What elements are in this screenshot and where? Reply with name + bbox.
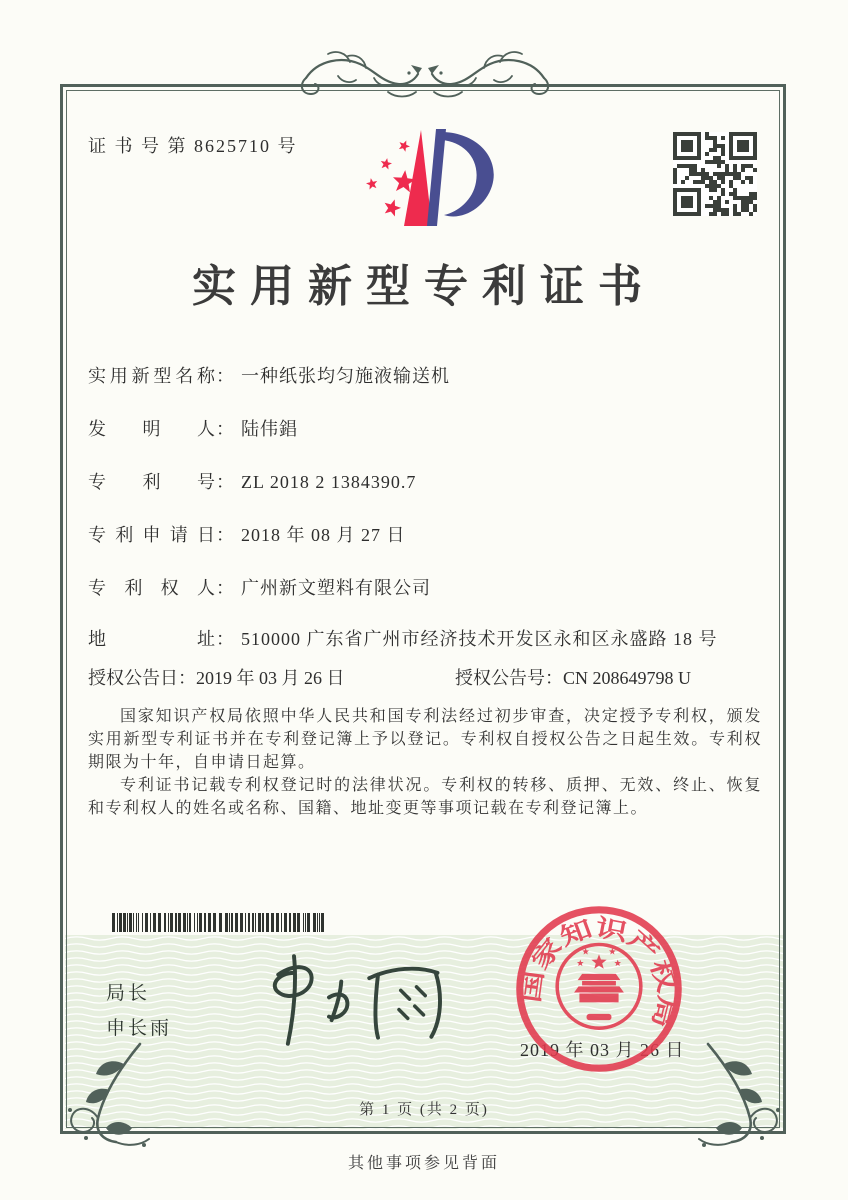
cnipa-logo-icon [352, 124, 498, 232]
field-label: 专利权人 [88, 578, 216, 598]
grant-date: 2019 年 03 月 26 日 [196, 668, 345, 688]
qr-code-icon [673, 132, 757, 216]
seal-text: 国家知识产权局 [518, 915, 680, 1023]
field-row: 地址： 510000 广东省广州市经济技术开发区永和区永盛路 18 号 [88, 625, 718, 651]
field-row: 专利号： ZL 2018 2 1384390.7 [88, 468, 416, 494]
field-row: 实用新型名称： 一种纸张均匀施液输送机 [88, 362, 450, 388]
director-name: 申长雨 [106, 1018, 173, 1039]
field-row: 专利申请日： 2018 年 08 月 27 日 [88, 521, 406, 547]
field-value: 510000 广东省广州市经济技术开发区永和区永盛路 18 号 [241, 629, 718, 649]
floral-corner-icon [52, 1042, 152, 1152]
grant-no-label: 授权公告号 [455, 668, 545, 688]
floral-corner-icon [696, 1042, 796, 1152]
field-value: 广州新文塑料有限公司 [241, 578, 431, 598]
field-value: 一种纸张均匀施液输送机 [241, 366, 450, 386]
legal-text [88, 705, 762, 820]
seal-date: 2019 年 03 月 26 日 [520, 1040, 685, 1060]
page-number: 第 1 页 (共 2 页) [359, 1102, 489, 1118]
certificate-title: 实用新型专利证书 [192, 262, 656, 311]
director-title: 局长 [106, 983, 151, 1004]
field-label: 专利号 [88, 472, 216, 492]
field-label: 专利申请日 [88, 525, 216, 545]
field-value: 陆伟錩 [241, 419, 298, 439]
official-seal-icon [510, 900, 688, 1078]
grant-row: 授权公告日：2019 年 03 月 26 日 授权公告号：CN 208649798 U [88, 668, 692, 688]
legal-paragraph: 国家知识产权局依照中华人民共和国专利法经过初步审查，决定授予专利权，颁发实用新型专利证书并在专利登记簿上予以登记。专利权自授权公告之日起生效。专利权期限为十年，自申请日起算。 [88, 708, 762, 771]
field-row: 发明人： 陆伟錩 [88, 415, 298, 441]
field-row: 专利权人： 广州新文塑料有限公司 [88, 574, 431, 600]
back-note: 其他事项参见背面 [347, 1155, 500, 1172]
barcode-icon [112, 913, 328, 932]
field-label: 实用新型名称 [88, 366, 216, 386]
field-label: 地址 [88, 629, 216, 649]
field-label: 发明人 [88, 419, 216, 439]
grant-no: CN 208649798 U [563, 668, 692, 688]
grant-date-label: 授权公告日 [88, 668, 178, 688]
national-emblem [557, 945, 641, 1029]
certificate-number: 证 书 号 第 8625710 号 [88, 136, 298, 156]
legal-paragraph: 专利证书记载专利权登记时的法律状况。专利权的转移、质押、无效、终止、恢复和专利权人的姓名或名称、国籍、地址变更等事项记载在专利登记簿上。 [88, 777, 762, 817]
field-value: 2018 年 08 月 27 日 [241, 525, 406, 545]
field-value: ZL 2018 2 1384390.7 [241, 472, 417, 492]
dragon-ornament-icon [296, 46, 554, 100]
director-signature-icon [238, 950, 448, 1050]
